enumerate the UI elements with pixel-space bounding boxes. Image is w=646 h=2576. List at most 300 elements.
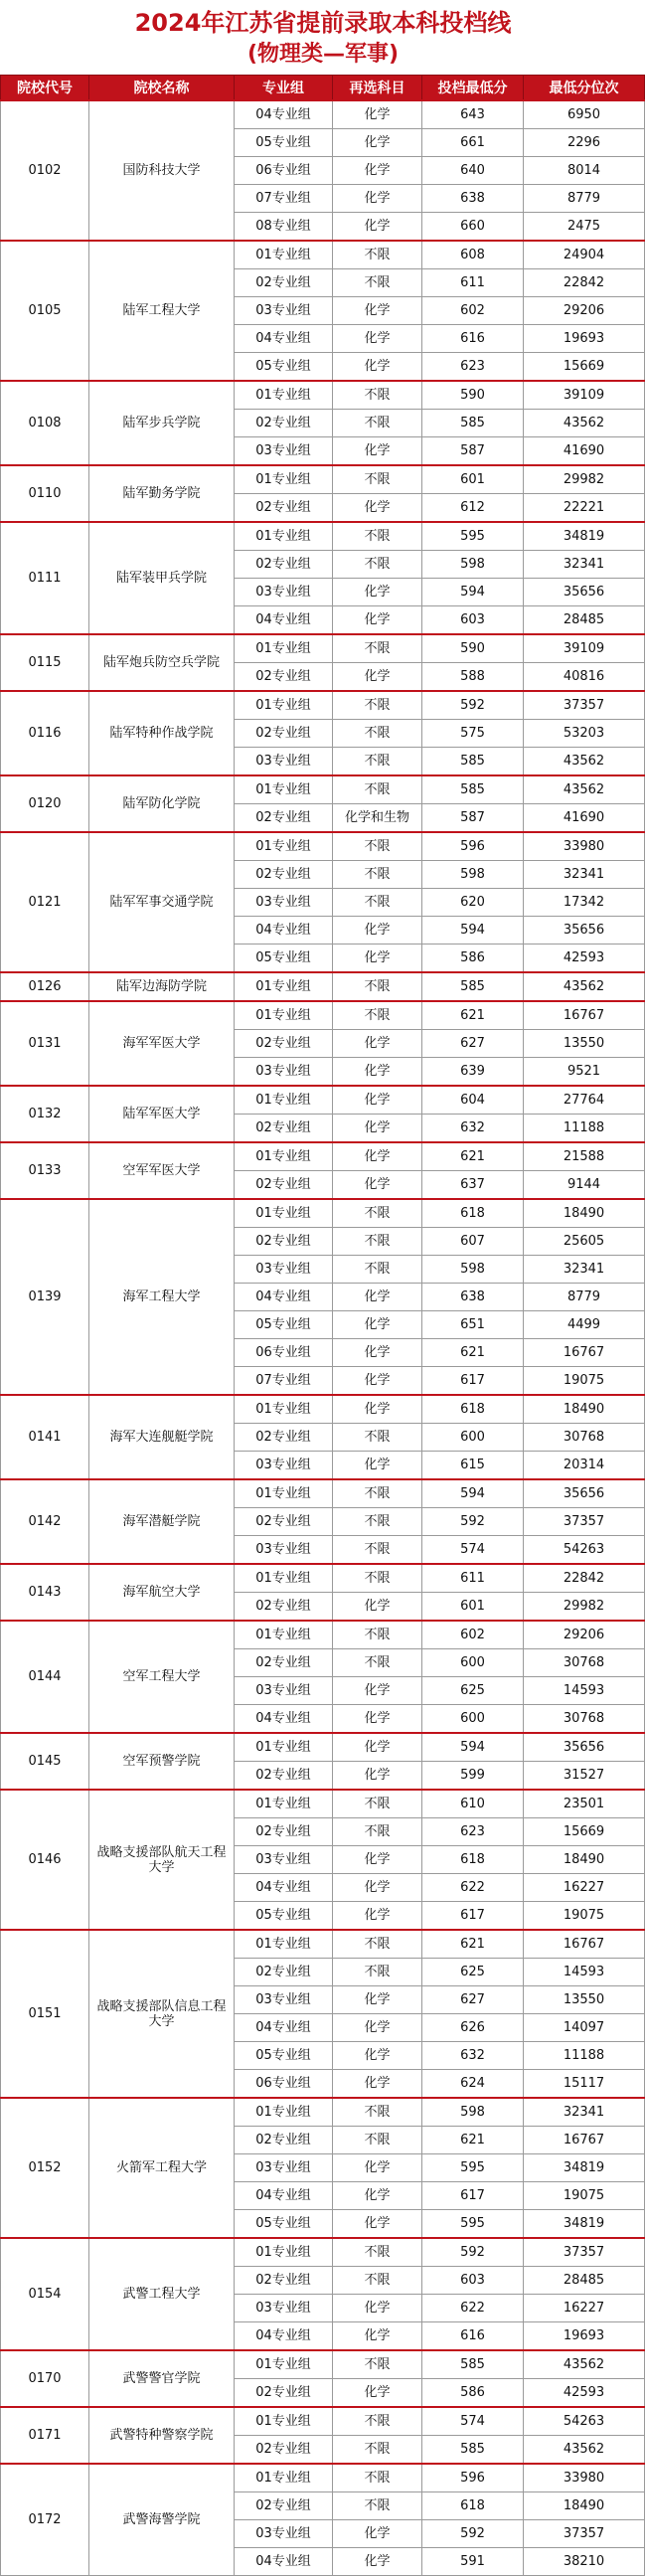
subject-cell: 不限 [333,381,422,410]
score-cell: 601 [422,1593,524,1622]
rank-cell: 14097 [524,2014,645,2042]
group-cell: 05专业组 [235,945,333,973]
rank-cell: 54263 [524,2407,645,2436]
school-name-cell: 空军预警学院 [89,1733,235,1790]
rank-cell: 25605 [524,1228,645,1256]
group-cell: 03专业组 [235,2295,333,2322]
group-cell: 04专业组 [235,325,333,353]
group-cell: 02专业组 [235,1171,333,1200]
group-cell: 02专业组 [235,1762,333,1791]
score-cell: 625 [422,1959,524,1986]
school-code-cell: 0115 [1,634,89,691]
subject-cell: 化学 [333,1452,422,1480]
subject-cell: 不限 [333,241,422,269]
subject-cell: 化学 [333,2070,422,2099]
page-subtitle: (物理类—军事) [246,42,400,67]
rank-cell: 41690 [524,804,645,833]
score-cell: 604 [422,1086,524,1115]
group-cell: 05专业组 [235,1311,333,1339]
subject-cell: 不限 [333,1508,422,1536]
school-code-cell: 0172 [1,2464,89,2576]
subject-cell: 不限 [333,2098,422,2127]
title-block [0,0,646,75]
school-name-cell: 陆军防化学院 [89,775,235,832]
subject-cell: 化学 [333,157,422,185]
rank-cell: 43562 [524,2436,645,2465]
group-cell: 06专业组 [235,2070,333,2099]
subject-cell: 不限 [333,832,422,861]
group-cell: 01专业组 [235,2098,333,2127]
score-cell: 651 [422,1311,524,1339]
score-cell: 617 [422,1367,524,1396]
score-cell: 592 [422,2238,524,2267]
score-cell: 626 [422,2014,524,2042]
group-cell: 05专业组 [235,129,333,157]
rank-cell: 17342 [524,889,645,917]
score-cell: 638 [422,1284,524,1311]
subject-cell: 化学 [333,1030,422,1058]
rank-cell: 43562 [524,748,645,776]
subject-cell: 不限 [333,2464,422,2492]
table-row [1,1479,645,1508]
rank-cell: 23501 [524,1790,645,1818]
group-cell: 02专业组 [235,2379,333,2408]
table-row [1,100,645,129]
subject-cell: 化学 [333,2379,422,2408]
school-code-cell: 0121 [1,832,89,972]
school-code-cell: 0146 [1,1790,89,1930]
group-cell: 01专业组 [235,691,333,720]
score-cell: 611 [422,269,524,297]
school-name-cell: 武警海警学院 [89,2464,235,2576]
score-cell: 588 [422,663,524,692]
subject-cell: 化学 [333,1142,422,1171]
rank-cell: 18490 [524,1199,645,1228]
rank-cell: 32341 [524,2098,645,2127]
table-row [1,381,645,410]
score-cell: 590 [422,634,524,663]
group-cell: 03专业组 [235,1058,333,1087]
score-cell: 599 [422,1762,524,1791]
group-cell: 02专业组 [235,663,333,692]
subject-cell: 化学 [333,325,422,353]
rank-cell: 15117 [524,2070,645,2099]
rank-cell: 39109 [524,381,645,410]
rank-cell: 41690 [524,437,645,466]
rank-cell: 16767 [524,1930,645,1959]
rank-cell: 15669 [524,353,645,382]
rank-cell: 16227 [524,1874,645,1902]
table-header-row [1,76,645,101]
school-name-cell: 武警特种警察学院 [89,2407,235,2464]
subject-cell: 化学 [333,129,422,157]
rank-cell: 9144 [524,1171,645,1200]
subject-cell: 不限 [333,1649,422,1677]
subject-cell: 不限 [333,2238,422,2267]
rank-cell: 14593 [524,1959,645,1986]
rank-cell: 18490 [524,1395,645,1424]
group-cell: 03专业组 [235,579,333,606]
table-row [1,775,645,804]
rank-cell: 11188 [524,2042,645,2070]
rank-cell: 33980 [524,2464,645,2492]
subject-cell: 化学 [333,437,422,466]
rank-cell: 29206 [524,297,645,325]
score-cell: 598 [422,551,524,579]
score-cell: 575 [422,720,524,748]
group-cell: 01专业组 [235,2350,333,2379]
group-cell: 02专业组 [235,551,333,579]
school-code-cell: 0105 [1,241,89,381]
score-cell: 625 [422,1677,524,1705]
score-cell: 615 [422,1452,524,1480]
group-cell: 04专业组 [235,2322,333,2351]
subject-cell: 化学 [333,1284,422,1311]
subject-cell: 化学 [333,494,422,523]
score-cell: 639 [422,1058,524,1087]
subject-cell: 化学 [333,1733,422,1762]
group-cell: 01专业组 [235,241,333,269]
school-code-cell: 0126 [1,972,89,1001]
table-body [1,100,645,2576]
subject-cell: 化学 [333,2520,422,2548]
table-row [1,2238,645,2267]
score-cell: 627 [422,1986,524,2014]
subject-cell: 不限 [333,1564,422,1593]
group-cell: 07专业组 [235,185,333,213]
group-cell: 04专业组 [235,1874,333,1902]
rank-cell: 13550 [524,1030,645,1058]
rank-cell: 30768 [524,1705,645,1734]
score-cell: 591 [422,2548,524,2576]
header-group: 专业组 [235,76,333,101]
school-name-cell: 陆军炮兵防空兵学院 [89,634,235,691]
subject-cell: 化学 [333,2210,422,2239]
score-cell: 616 [422,2322,524,2351]
score-cell: 600 [422,1424,524,1452]
group-cell: 03专业组 [235,2520,333,2548]
table-row [1,1142,645,1171]
subject-cell: 不限 [333,1424,422,1452]
group-cell: 01专业组 [235,1001,333,1030]
table-row [1,1395,645,1424]
subject-cell: 不限 [333,861,422,889]
rank-cell: 33980 [524,832,645,861]
table-row [1,691,645,720]
group-cell: 02专业组 [235,2492,333,2520]
group-cell: 01专业组 [235,1621,333,1649]
score-cell: 622 [422,1874,524,1902]
score-cell: 590 [422,381,524,410]
subject-cell: 不限 [333,522,422,551]
subject-cell: 化学 [333,945,422,973]
group-cell: 02专业组 [235,494,333,523]
score-cell: 598 [422,1256,524,1284]
group-cell: 01专业组 [235,1395,333,1424]
subject-cell: 化学 [333,1171,422,1200]
score-cell: 586 [422,2379,524,2408]
rank-cell: 16767 [524,1001,645,1030]
rank-cell: 30768 [524,1649,645,1677]
group-cell: 04专业组 [235,2014,333,2042]
school-code-cell: 0108 [1,381,89,465]
group-cell: 01专业组 [235,2407,333,2436]
rank-cell: 20314 [524,1452,645,1480]
subject-cell: 化学 [333,2322,422,2351]
score-cell: 603 [422,606,524,635]
score-cell: 616 [422,325,524,353]
score-cell: 587 [422,437,524,466]
score-cell: 640 [422,157,524,185]
score-cell: 603 [422,2267,524,2295]
school-name-cell: 陆军边海防学院 [89,972,235,1001]
score-cell: 620 [422,889,524,917]
group-cell: 03专业组 [235,1452,333,1480]
school-name-cell: 空军军医大学 [89,1142,235,1199]
rank-cell: 34819 [524,2154,645,2182]
group-cell: 01专业组 [235,465,333,494]
score-cell: 601 [422,465,524,494]
subject-cell: 不限 [333,1228,422,1256]
school-code-cell: 0151 [1,1930,89,2098]
page-title: 2024年江苏省提前录取本科投档线 [134,9,512,37]
score-cell: 621 [422,1142,524,1171]
rank-cell: 35656 [524,579,645,606]
rank-cell: 11188 [524,1115,645,1143]
group-cell: 02专业组 [235,1818,333,1846]
group-cell: 03专业组 [235,437,333,466]
rank-cell: 14593 [524,1677,645,1705]
group-cell: 01专业组 [235,381,333,410]
school-code-cell: 0139 [1,1199,89,1395]
score-cell: 627 [422,1030,524,1058]
subject-cell: 化学 [333,917,422,945]
table-row [1,832,645,861]
score-cell: 596 [422,832,524,861]
subject-cell: 不限 [333,634,422,663]
rank-cell: 43562 [524,2350,645,2379]
score-cell: 574 [422,1536,524,1565]
score-cell: 585 [422,2436,524,2465]
subject-cell: 不限 [333,2267,422,2295]
subject-cell: 化学 [333,2548,422,2576]
rank-cell: 34819 [524,2210,645,2239]
score-cell: 586 [422,945,524,973]
admission-table [0,75,645,2576]
rank-cell: 54263 [524,1536,645,1565]
subject-cell: 化学 [333,1115,422,1143]
group-cell: 02专业组 [235,410,333,437]
school-name-cell: 陆军军事交通学院 [89,832,235,972]
group-cell: 01专业组 [235,1086,333,1115]
group-cell: 04专业组 [235,1284,333,1311]
rank-cell: 2475 [524,213,645,242]
subject-cell: 不限 [333,551,422,579]
rank-cell: 32341 [524,861,645,889]
group-cell: 01专业组 [235,775,333,804]
subject-cell: 不限 [333,691,422,720]
subject-cell: 化学 [333,1367,422,1396]
school-name-cell: 海军大连舰艇学院 [89,1395,235,1479]
school-name-cell: 海军航空大学 [89,1564,235,1621]
group-cell: 06专业组 [235,157,333,185]
school-code-cell: 0120 [1,775,89,832]
score-cell: 618 [422,1846,524,1874]
group-cell: 03专业组 [235,1536,333,1565]
group-cell: 03专业组 [235,1986,333,2014]
subject-cell: 化学 [333,1339,422,1367]
rank-cell: 2296 [524,129,645,157]
score-cell: 595 [422,522,524,551]
score-cell: 618 [422,2492,524,2520]
group-cell: 02专业组 [235,1115,333,1143]
subject-cell: 不限 [333,720,422,748]
group-cell: 01专业组 [235,1930,333,1959]
score-cell: 632 [422,2042,524,2070]
rank-cell: 37357 [524,691,645,720]
school-code-cell: 0142 [1,1479,89,1564]
group-cell: 01专业组 [235,1564,333,1593]
school-name-cell: 陆军军医大学 [89,1086,235,1142]
subject-cell: 化学 [333,579,422,606]
subject-cell: 化学和生物 [333,804,422,833]
rank-cell: 16767 [524,2127,645,2154]
group-cell: 02专业组 [235,861,333,889]
subject-cell: 化学 [333,663,422,692]
score-cell: 585 [422,972,524,1001]
score-cell: 621 [422,1339,524,1367]
table-row [1,1001,645,1030]
group-cell: 04专业组 [235,100,333,129]
school-code-cell: 0143 [1,1564,89,1621]
table-row [1,972,645,1001]
score-cell: 598 [422,861,524,889]
group-cell: 01专业组 [235,634,333,663]
subject-cell: 化学 [333,297,422,325]
score-cell: 595 [422,2154,524,2182]
group-cell: 05专业组 [235,2210,333,2239]
table-row [1,2464,645,2492]
group-cell: 02专业组 [235,2267,333,2295]
rank-cell: 22221 [524,494,645,523]
header-min-score: 投档最低分 [422,76,524,101]
rank-cell: 39109 [524,634,645,663]
group-cell: 07专业组 [235,1367,333,1396]
table-row [1,522,645,551]
score-cell: 617 [422,2182,524,2210]
rank-cell: 30768 [524,1424,645,1452]
rank-cell: 19075 [524,2182,645,2210]
rank-cell: 37357 [524,2520,645,2548]
school-name-cell: 国防科技大学 [89,100,235,241]
school-code-cell: 0102 [1,100,89,241]
rank-cell: 43562 [524,410,645,437]
rank-cell: 53203 [524,720,645,748]
header-school-code: 院校代号 [1,76,89,101]
school-name-cell: 海军军医大学 [89,1001,235,1086]
score-cell: 592 [422,2520,524,2548]
school-code-cell: 0144 [1,1621,89,1733]
rank-cell: 6950 [524,100,645,129]
group-cell: 02专业组 [235,269,333,297]
rank-cell: 19693 [524,2322,645,2351]
subject-cell: 化学 [333,100,422,129]
subject-cell: 化学 [333,185,422,213]
score-cell: 660 [422,213,524,242]
score-cell: 617 [422,1902,524,1931]
score-cell: 602 [422,1621,524,1649]
score-cell: 632 [422,1115,524,1143]
group-cell: 03专业组 [235,1677,333,1705]
rank-cell: 43562 [524,972,645,1001]
group-cell: 01专业组 [235,832,333,861]
school-code-cell: 0145 [1,1733,89,1790]
school-name-cell: 战略支援部队信息工程大学 [89,1930,235,2098]
school-code-cell: 0110 [1,465,89,522]
group-cell: 01专业组 [235,972,333,1001]
rank-cell: 37357 [524,2238,645,2267]
rank-cell: 24904 [524,241,645,269]
subject-cell: 不限 [333,1930,422,1959]
group-cell: 04专业组 [235,917,333,945]
group-cell: 02专业组 [235,1508,333,1536]
rank-cell: 35656 [524,1479,645,1508]
rank-cell: 42593 [524,945,645,973]
score-cell: 608 [422,241,524,269]
group-cell: 02专业组 [235,1649,333,1677]
group-cell: 01专业组 [235,1479,333,1508]
score-cell: 598 [422,2098,524,2127]
rank-cell: 22842 [524,1564,645,1593]
school-code-cell: 0171 [1,2407,89,2464]
school-code-cell: 0152 [1,2098,89,2238]
rank-cell: 15669 [524,1818,645,1846]
rank-cell: 32341 [524,1256,645,1284]
group-cell: 03专业组 [235,1256,333,1284]
subject-cell: 不限 [333,1479,422,1508]
school-name-cell: 火箭军工程大学 [89,2098,235,2238]
rank-cell: 22842 [524,269,645,297]
subject-cell: 化学 [333,1902,422,1931]
table-row [1,465,645,494]
group-cell: 02专业组 [235,1959,333,1986]
subject-cell: 不限 [333,1959,422,1986]
score-cell: 661 [422,129,524,157]
rank-cell: 19075 [524,1367,645,1396]
group-cell: 01专业组 [235,1790,333,1818]
group-cell: 02专业组 [235,804,333,833]
rank-cell: 8779 [524,185,645,213]
group-cell: 04专业组 [235,2548,333,2576]
school-name-cell: 陆军工程大学 [89,241,235,381]
school-code-cell: 0133 [1,1142,89,1199]
group-cell: 01专业组 [235,1142,333,1171]
table-row [1,1621,645,1649]
score-cell: 612 [422,494,524,523]
table-row [1,634,645,663]
group-cell: 02专业组 [235,720,333,748]
school-code-cell: 0141 [1,1395,89,1479]
subject-cell: 不限 [333,748,422,776]
subject-cell: 化学 [333,2014,422,2042]
subject-cell: 不限 [333,410,422,437]
school-name-cell: 陆军装甲兵学院 [89,522,235,634]
subject-cell: 化学 [333,1986,422,2014]
rank-cell: 38210 [524,2548,645,2576]
score-cell: 637 [422,1171,524,1200]
subject-cell: 不限 [333,1256,422,1284]
group-cell: 04专业组 [235,2182,333,2210]
